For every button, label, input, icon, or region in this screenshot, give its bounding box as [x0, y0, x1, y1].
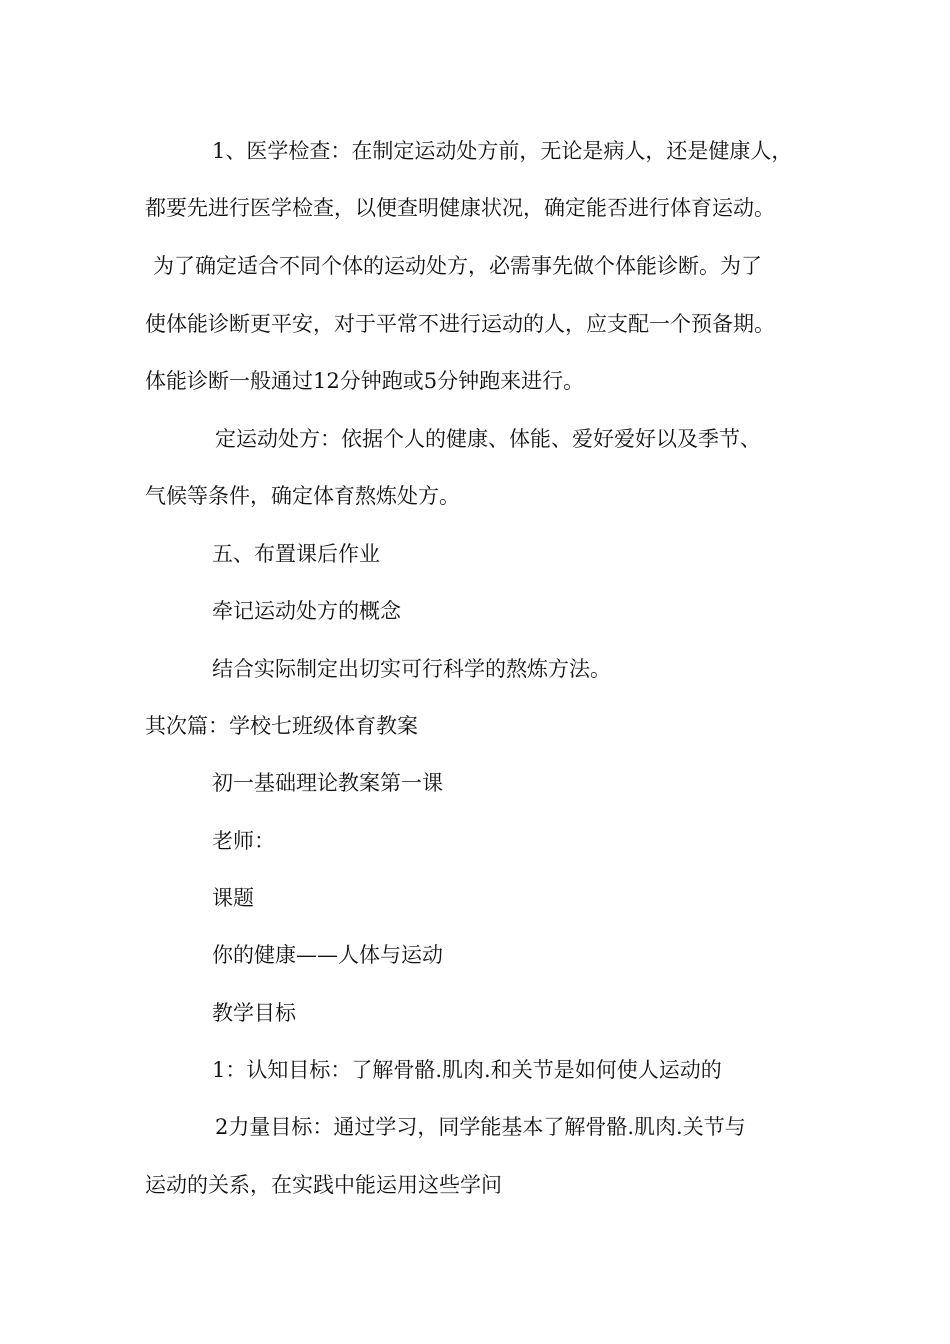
text-line: 1：认知目标：了解骨骼.肌肉.和关节是如何使人运动的	[212, 1058, 722, 1082]
text-line: 体能诊断一般通过12分钟跑或5分钟跑来进行。	[145, 369, 585, 393]
text-line: 结合实际制定出切实可行科学的熬炼方法。	[212, 657, 611, 681]
text-line: 2力量目标：通过学习，同学能基本了解骨骼.肌肉.关节与	[215, 1115, 746, 1139]
text-line: 初一基础理论教案第一课	[212, 771, 443, 795]
text-line: 1、医学检查：在制定运动处方前，无论是病人，还是健康人，	[212, 139, 793, 163]
chapter-heading: 其次篇：学校七班级体育教案	[145, 714, 418, 738]
text-line: 为了确定适合不同个体的运动处方，必需事先做个体能诊断。为了	[153, 254, 762, 278]
text-line: 气候等条件，确定体育熬炼处方。	[145, 484, 460, 508]
objectives-label: 教学目标	[212, 1001, 296, 1025]
text-line: 定运动处方：依据个人的健康、体能、爱好爱好以及季节、	[215, 427, 761, 451]
teacher-label: 老师：	[212, 829, 275, 853]
subject-label: 课题	[212, 886, 254, 910]
section-heading: 五、布置课后作业	[212, 542, 380, 566]
text-line: 运动的关系，在实践中能运用这些学问	[145, 1173, 502, 1197]
text-line: 都要先进行医学检查，以便查明健康状况，确定能否进行体育运动。	[145, 196, 775, 220]
text-line: 你的健康——人体与运动	[212, 943, 443, 967]
text-line: 使体能诊断更平安，对于平常不进行运动的人，应支配一个预备期。	[145, 312, 775, 336]
text-line: 牵记运动处方的概念	[212, 599, 401, 623]
